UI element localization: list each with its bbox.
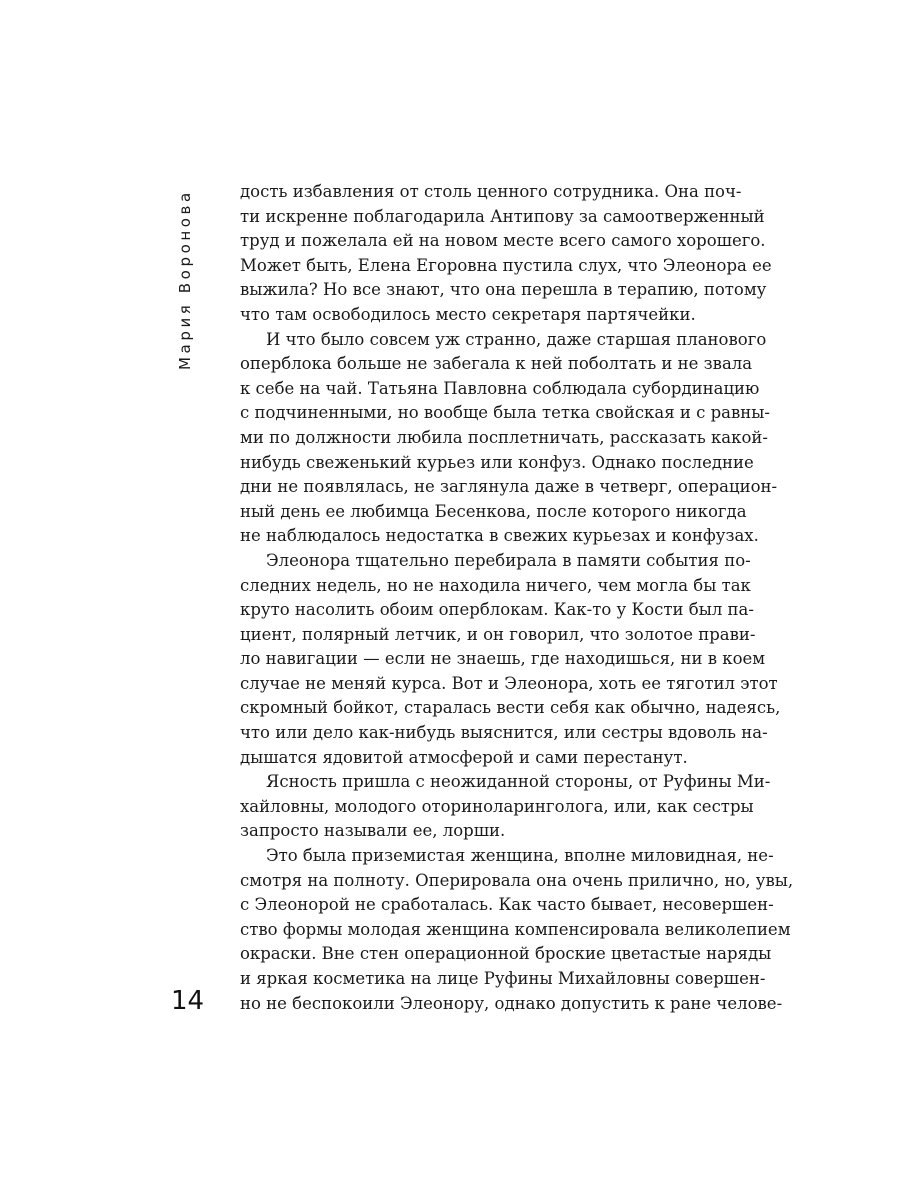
text-line: циент, полярный летчик, и он говорил, что золотое прави-	[240, 624, 756, 644]
text-line: И что было совсем уж странно, даже старшая планового	[266, 329, 767, 349]
text-line: что там освободилось место секретаря партячейки.	[240, 304, 696, 324]
text-line: круто насолить обоим оперблокам. Как-то у Кости был па-	[240, 600, 754, 620]
text-line: но не беспокоили Элеонору, однако допустить к ране челове-	[240, 993, 783, 1013]
text-line: запросто называли ее, лорши.	[240, 821, 506, 841]
text-line: ло навигации — если не знаешь, где находишься, ни в коем	[240, 649, 766, 669]
text-line: дышатся ядовитой атмосферой и сами перестанут.	[240, 747, 688, 767]
text-line: следних недель, но не находила ничего, чем могла бы так	[240, 575, 751, 595]
paragraph	[240, 180, 772, 328]
text-line: к себе на чай. Татьяна Павловна соблюдала субординацию	[240, 378, 760, 398]
text-line: труд и пожелала ей на новом месте всего самого хорошего.	[240, 231, 766, 251]
text-line: ный день ее любимца Бесенкова, после которого никогда	[240, 501, 747, 521]
text-line: дость избавления от столь ценного сотрудника. Она поч-	[240, 182, 742, 201]
text-line: хайловны, молодого оториноларинголога, или, как сестры	[240, 796, 754, 816]
text-line: и яркая косметика на лице Руфины Михайловны совершен-	[240, 969, 766, 988]
text-line: нибудь свеженький курьез или конфуз. Однако последние	[240, 452, 754, 472]
text-line: ми по должности любила посплетничать, рассказать какой-	[240, 427, 768, 447]
text-line: не наблюдалось недостатка в свежих курьезах и конфузах.	[240, 526, 759, 546]
text-line: Ясность пришла с неожиданной стороны, от Руфины Ми-	[266, 772, 771, 792]
text-line: Это была приземистая женщина, вполне миловидная, не-	[266, 846, 774, 866]
text-line: смотря на полноту. Оперировала она очень прилично, но, увы,	[240, 870, 794, 890]
text-line: скромный бойкот, старалась вести себя как обычно, надеясь,	[240, 698, 781, 718]
text-line: выжила? Но все знают, что она перешла в терапию, потому	[240, 280, 767, 300]
paragraph	[240, 770, 771, 844]
text-line: случае не меняй курса. Вот и Элеонора, хоть ее тяготил этот	[240, 673, 778, 693]
paragraph	[240, 328, 778, 549]
text-line: с подчиненными, но вообще была тетка свойская и с равны-	[240, 403, 770, 423]
paragraph	[240, 844, 794, 1016]
text-line: Может быть, Елена Егоровна пустила слух, что Элеонора ее	[240, 255, 772, 275]
body-text	[240, 180, 794, 1016]
text-line: окраски. Вне стен операционной броские цветастые наряды	[240, 944, 772, 964]
text-line: с Элеонорой не сработалась. Как часто бывает, несовершен-	[240, 895, 774, 915]
text-line: ство формы молодая женщина компенсировала великолепием	[240, 919, 791, 939]
text-line: что или дело как-нибудь выяснится, или сестры вдоволь на-	[240, 723, 768, 743]
page-number: 14	[171, 986, 205, 1016]
paragraph	[240, 549, 781, 770]
text-line: Элеонора тщательно перебирала в памяти события по-	[266, 550, 751, 570]
text-line: дни не появлялась, не заглянула даже в четверг, операцион-	[240, 477, 778, 497]
text-line: оперблока больше не забегала к ней поболтать и не звала	[240, 354, 753, 374]
text-line: ти искренне поблагодарила Антипову за самоотверженный	[240, 206, 765, 226]
running-head-author: Мария Воронова	[176, 189, 194, 370]
